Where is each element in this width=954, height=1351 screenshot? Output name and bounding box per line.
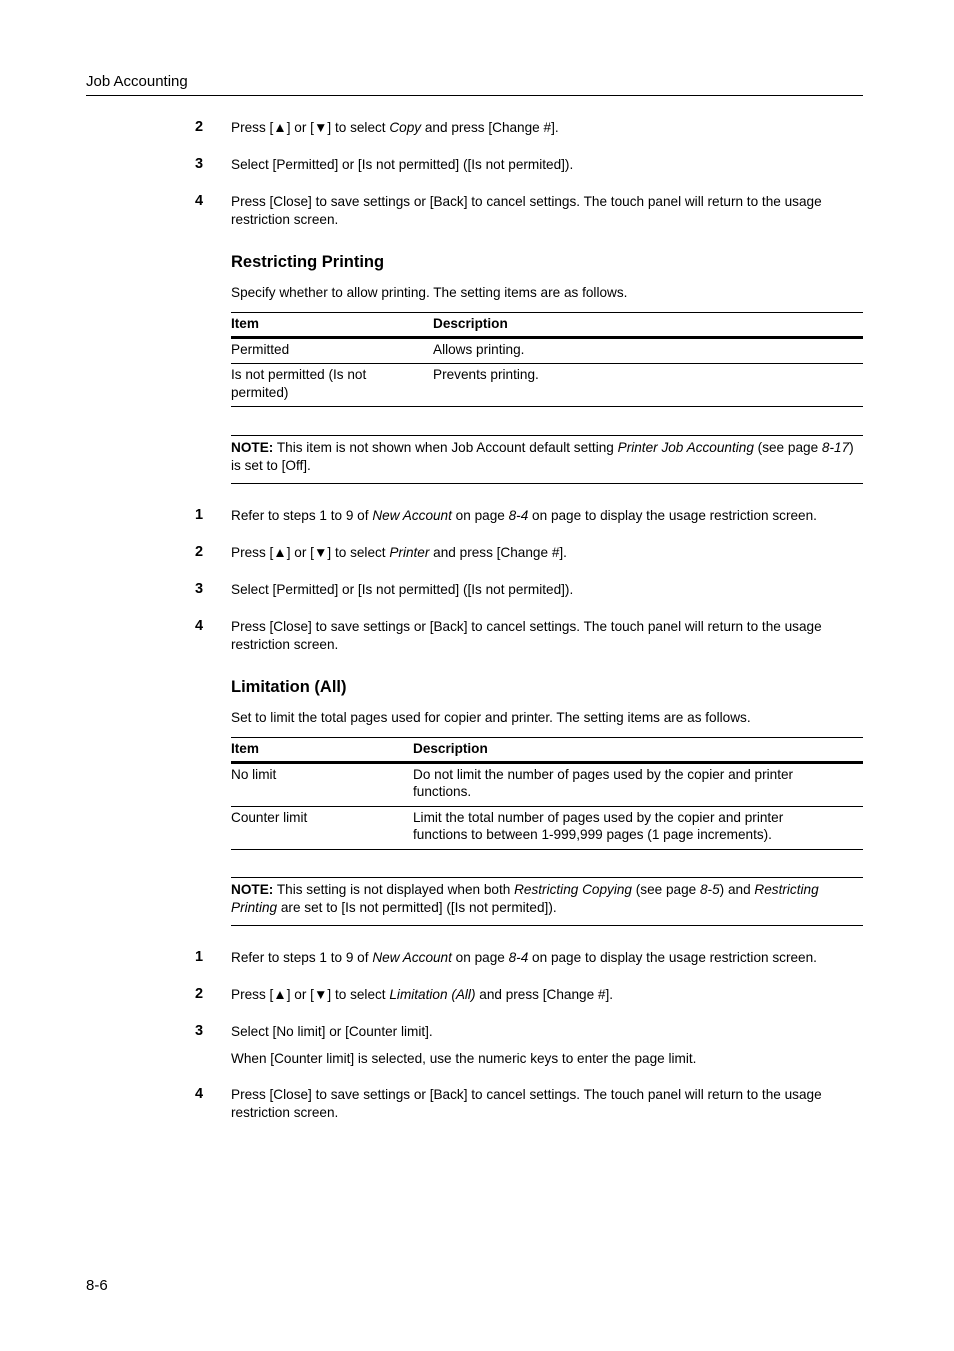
cell-item: No limit	[231, 766, 277, 782]
section-intro: Set to limit the total pages used for copier and printer. The setting items are as follows.	[231, 710, 751, 725]
step-subtext: When [Counter limit] is selected, use the numeric keys to enter the page limit.	[231, 1051, 697, 1066]
page-number: 8-6	[86, 1277, 108, 1294]
section-intro: Specify whether to allow printing. The setting items are as follows.	[231, 285, 628, 300]
step-number: 2	[195, 119, 204, 135]
cell-item: Permitted	[231, 341, 290, 357]
cell-description: Prevents printing.	[433, 367, 539, 382]
cell-item: Counter limit	[231, 809, 308, 825]
step-number: 3	[195, 156, 204, 172]
table-row	[231, 762, 863, 806]
cell-description: Allows printing.	[433, 341, 525, 357]
section-heading-limitation-all: Limitation (All)	[231, 678, 347, 696]
note-limitation-display: NOTE: This setting is not displayed when both Restricting Copying (see page 8-5) and Restricting Printing are set to [Is not permitted] ([Is not permited]).	[231, 877, 863, 926]
header-rule	[86, 95, 863, 96]
step-number: 1	[195, 949, 204, 965]
running-header: Job Accounting	[86, 73, 188, 90]
step-text: Press [▲] or [▼] to select Limitation (All) and press [Change #].	[231, 987, 614, 1002]
table-row	[231, 337, 863, 364]
column-header-description: Description	[433, 316, 508, 331]
step-text: Select [No limit] or [Counter limit].	[231, 1024, 433, 1039]
step-text: Press [▲] or [▼] to select Copy and press [Change #].	[231, 120, 559, 135]
step-number: 4	[195, 1086, 204, 1102]
step-text: Refer to steps 1 to 9 of New Account on page 8-4 on page to display the usage restriction screen.	[231, 950, 817, 965]
note-printer-job-accounting: NOTE: This item is not shown when Job Account default setting Printer Job Accounting (see page 8-17) is set to [Off].	[231, 435, 863, 484]
table-row	[231, 364, 863, 407]
step-number: 4	[195, 193, 204, 209]
column-header-description: Description	[413, 741, 488, 756]
step-text: Press [Close] to save settings or [Back] to cancel settings. The touch panel will return to the usage restriction screen.	[231, 1087, 822, 1120]
cell-description: Do not limit the number of pages used by the copier and printer functions.	[413, 766, 794, 799]
step-text: Press [Close] to save settings or [Back] to cancel settings. The touch panel will return to the usage restriction screen.	[231, 619, 822, 652]
table-row	[231, 806, 863, 849]
step-number: 3	[195, 581, 204, 597]
cell-description: Limit the total number of pages used by the copier and printer functions to between 1-999,999 pages (1 page increments).	[413, 809, 784, 842]
settings-table-printing	[231, 312, 863, 407]
table-header-row	[231, 738, 863, 763]
section-heading-restricting-printing: Restricting Printing	[231, 253, 385, 271]
step-number: 1	[195, 507, 204, 523]
step-text: Press [▲] or [▼] to select Printer and press [Change #].	[231, 545, 567, 560]
step-text: Select [Permitted] or [Is not permitted] ([Is not permited]).	[231, 582, 574, 597]
cell-item: Is not permitted (Is not permited)	[231, 367, 367, 400]
settings-table-limitation	[231, 737, 863, 850]
column-header-item: Item	[231, 741, 259, 756]
step-text: Select [Permitted] or [Is not permitted] ([Is not permited]).	[231, 157, 574, 172]
step-number: 2	[195, 986, 204, 1002]
column-header-item: Item	[231, 316, 259, 331]
step-text: Refer to steps 1 to 9 of New Account on page 8-4 on page to display the usage restriction screen.	[231, 508, 817, 523]
step-number: 3	[195, 1023, 204, 1039]
table-header-row	[231, 313, 863, 338]
step-text: Press [Close] to save settings or [Back] to cancel settings. The touch panel will return to the usage restriction screen.	[231, 194, 822, 227]
step-number: 2	[195, 544, 204, 560]
step-number: 4	[195, 618, 204, 634]
